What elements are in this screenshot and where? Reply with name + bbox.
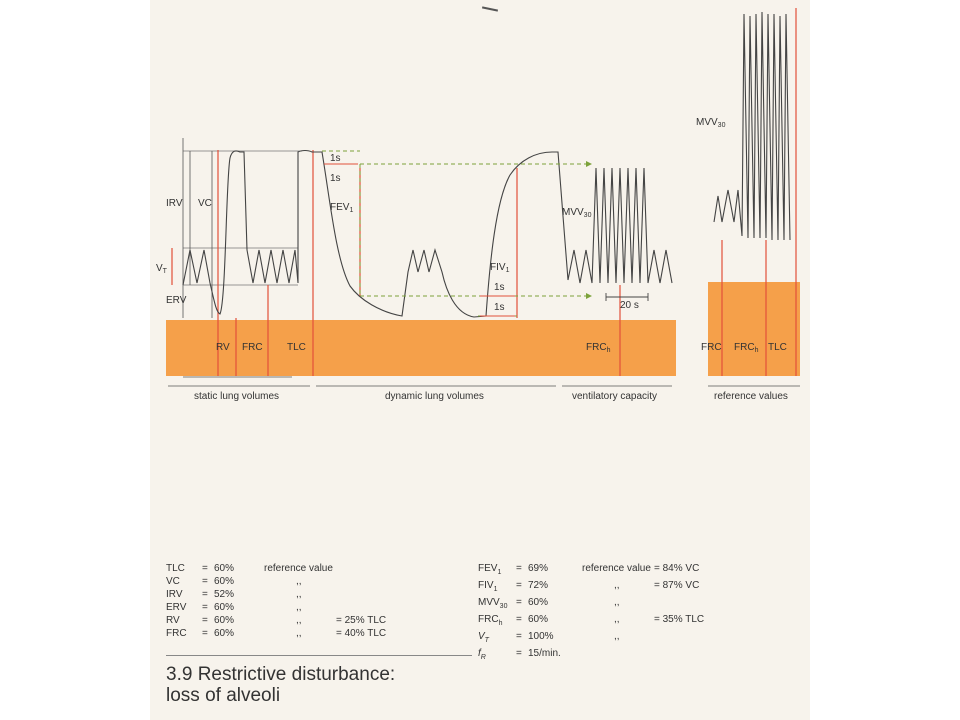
row-value: 72% (528, 580, 549, 591)
row-value: 69% (528, 563, 549, 574)
row-eq: = (202, 602, 208, 613)
row-value: 60% (214, 563, 235, 574)
row-eq: = (202, 628, 208, 639)
label-ref-frch: $FRC_h$ (734, 342, 759, 354)
row-name: $f_R$ (478, 648, 486, 661)
title-divider (166, 655, 472, 656)
label-rv: RV (216, 342, 230, 353)
row-extra: = 35% TLC (654, 614, 705, 625)
time-guides (322, 151, 586, 316)
row-value: 60% (214, 602, 235, 613)
label-mvv30: $MVV_{30}$ (562, 207, 592, 219)
label-erv: ERV (166, 295, 187, 306)
label-frch: $FRC_h$ (586, 342, 611, 354)
table-row (166, 588, 466, 601)
label-one-s-d: 1s (494, 302, 505, 313)
row-value: 100% (528, 631, 554, 642)
row-eq: = (202, 589, 208, 600)
table-row (166, 562, 466, 575)
section-ventilatory: ventilatory capacity (572, 391, 658, 402)
row-extra (654, 630, 724, 647)
row-value: 15/min. (528, 648, 561, 659)
table-row (478, 630, 778, 647)
row-value: 52% (214, 589, 235, 600)
row-ref (582, 647, 654, 664)
row-ref: ,, (296, 576, 302, 587)
row-name: $FRC_h$ (478, 614, 503, 627)
label-irv: IRV (166, 198, 183, 209)
row-name: $FEV_1$ (478, 563, 502, 576)
row-ref: ,, (296, 602, 302, 613)
row-name: ERV (166, 602, 187, 613)
row-value: 60% (528, 614, 549, 625)
row-ref: ,, (614, 614, 620, 625)
row-extra (336, 575, 406, 588)
label-ref-frc: FRC (701, 342, 722, 353)
row-eq: = (202, 563, 208, 574)
row-extra: = 87% VC (654, 580, 700, 591)
row-name: RV (166, 615, 180, 626)
row-extra: = 25% TLC (336, 615, 387, 626)
label-twenty-s: 20 s (620, 300, 639, 311)
label-fiv1: $FIV_1$ (490, 262, 510, 274)
table-row (166, 627, 466, 640)
section-reference: reference values (714, 391, 788, 402)
row-ref: ,, (296, 615, 302, 626)
title-line-2: loss of alveoli (166, 685, 281, 706)
table-row (478, 596, 778, 613)
row-name: $V_T$ (478, 631, 489, 644)
table-row (166, 575, 466, 588)
label-one-s-a: 1s (330, 153, 341, 164)
label-one-s-c: 1s (494, 282, 505, 293)
label-vc: VC (198, 198, 212, 209)
row-extra: = 84% VC (654, 563, 700, 574)
row-extra (336, 601, 406, 614)
label-ref-mvv30: $MVV_{30}$ (696, 117, 726, 129)
section-static: static lung volumes (194, 391, 280, 402)
row-value: 60% (528, 597, 549, 608)
row-eq: = (202, 576, 208, 587)
row-ref: ,, (296, 628, 302, 639)
row-eq: = (516, 614, 522, 625)
row-name: $FIV_1$ (478, 580, 498, 593)
row-ref: ,, (614, 631, 620, 642)
row-eq: = (516, 631, 522, 642)
row-extra (654, 647, 724, 664)
label-vt: $V_T$ (156, 263, 167, 275)
table-row (166, 614, 466, 627)
label-frc: FRC (242, 342, 263, 353)
row-extra (654, 596, 724, 613)
label-fev1: $FEV_1$ (330, 202, 354, 214)
section-brackets (168, 377, 800, 386)
row-name: IRV (166, 589, 183, 600)
row-eq: = (202, 615, 208, 626)
row-extra (336, 562, 406, 575)
row-ref: ,, (296, 589, 302, 600)
row-eq: = (516, 563, 522, 574)
interval-arrows (324, 164, 515, 316)
row-extra (336, 588, 406, 601)
volume-brackets (183, 138, 212, 318)
row-extra: = 40% TLC (336, 628, 387, 639)
row-name: $MVV_{30}$ (478, 597, 508, 610)
title-line-1: 3.9 Restrictive disturbance: (166, 664, 396, 685)
row-value: 60% (214, 576, 235, 587)
label-ref-tlc: TLC (768, 342, 787, 353)
row-value: 60% (214, 615, 235, 626)
row-name: FRC (166, 628, 187, 639)
section-dynamic: dynamic lung volumes (385, 391, 484, 402)
spirogram-trace (183, 151, 672, 318)
row-ref: reference value (264, 563, 333, 574)
row-value: 60% (214, 628, 235, 639)
row-name: VC (166, 576, 180, 587)
row-eq: = (516, 580, 522, 591)
table-row (166, 601, 466, 614)
static-values-table (166, 562, 466, 640)
page-title (166, 664, 395, 706)
row-ref: ,, (614, 580, 620, 591)
label-one-s-b: 1s (330, 173, 341, 184)
row-name: TLC (166, 563, 185, 574)
row-eq: = (516, 648, 522, 659)
dynamic-values-table (478, 562, 778, 664)
table-row (478, 613, 778, 630)
table-row (478, 647, 778, 664)
table-row (478, 562, 778, 579)
row-eq: = (516, 597, 522, 608)
table-row (478, 579, 778, 596)
row-ref: ,, (614, 597, 620, 608)
row-ref: reference value (582, 563, 651, 574)
label-tlc: TLC (287, 342, 306, 353)
